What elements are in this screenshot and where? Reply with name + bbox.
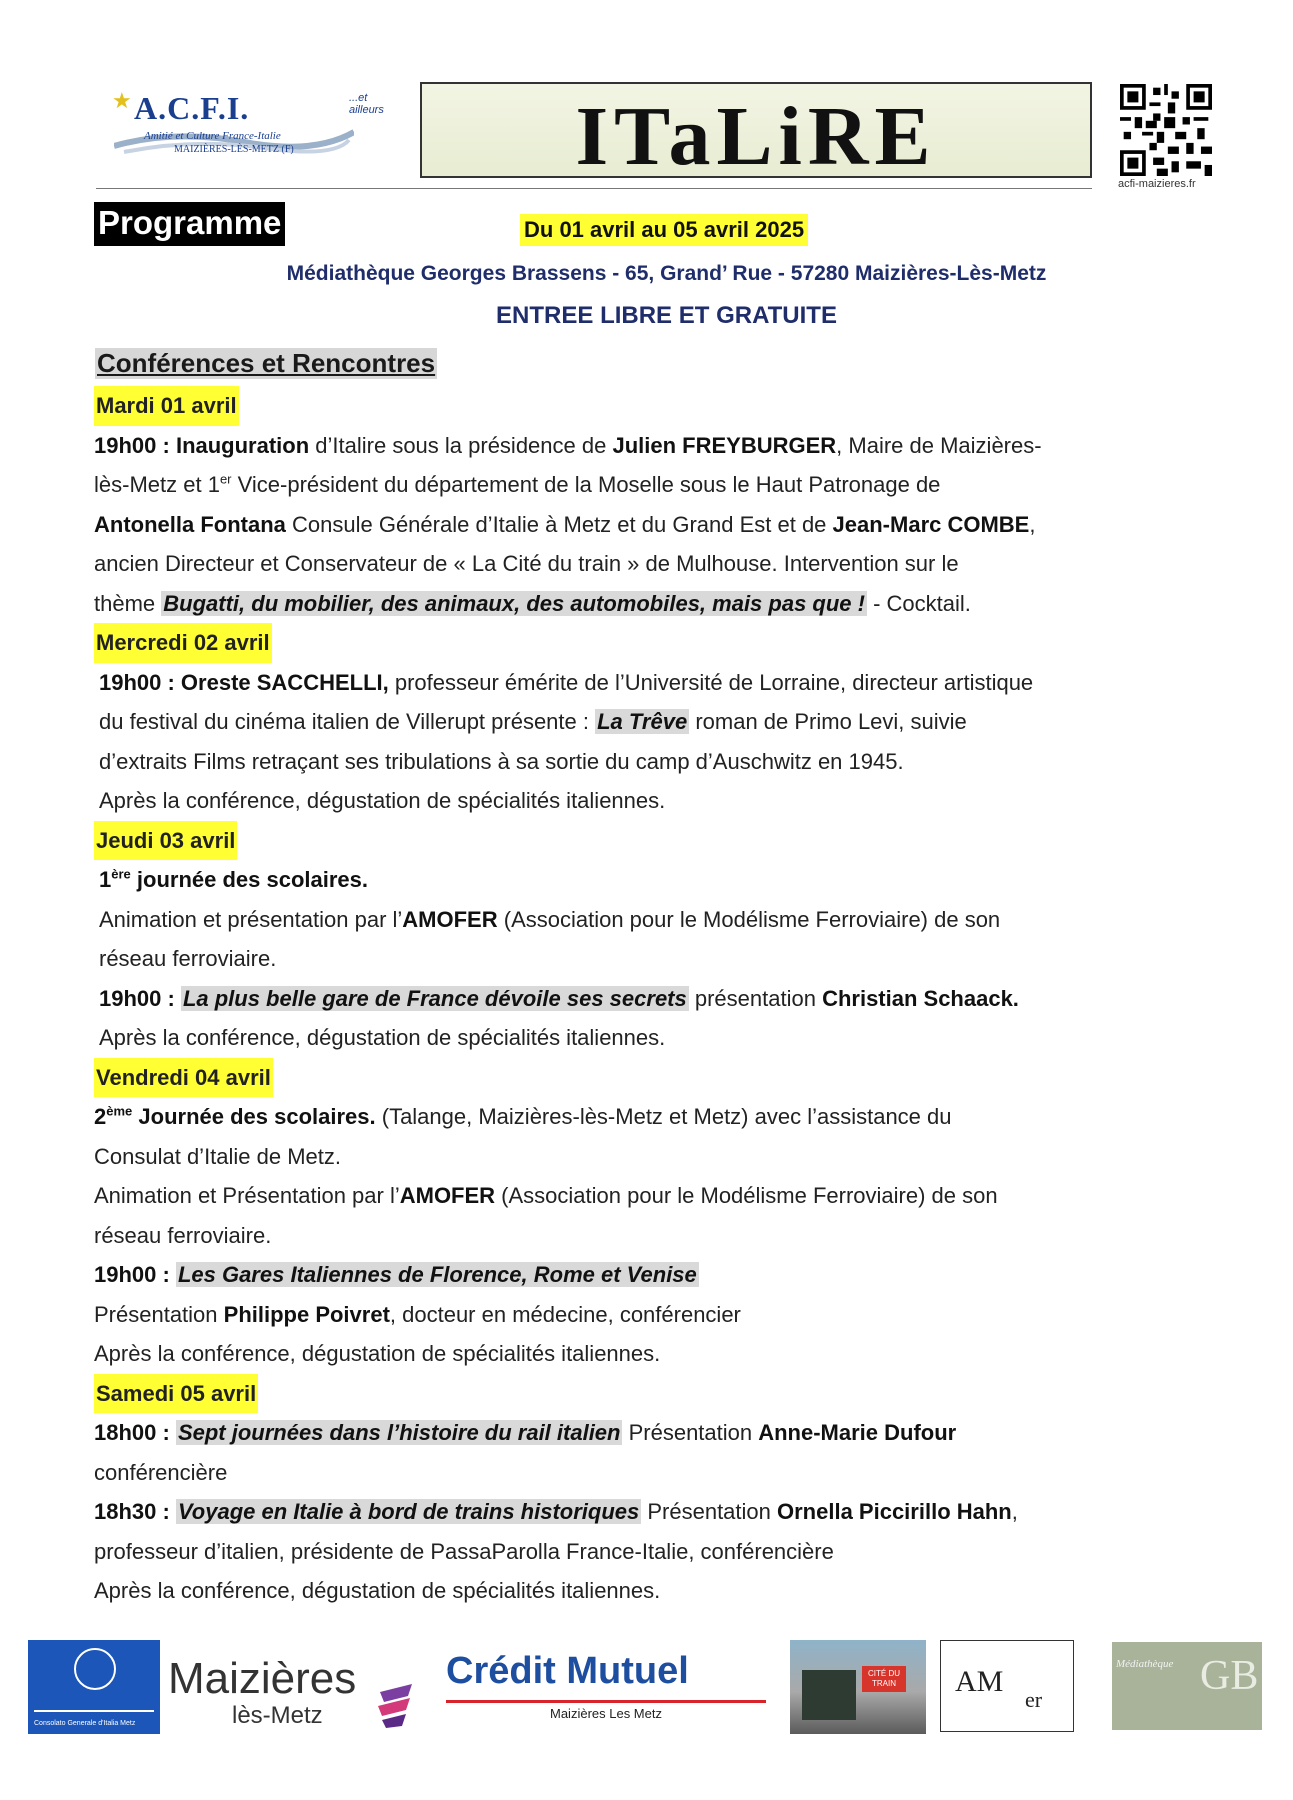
- programme-label: Programme: [94, 202, 285, 246]
- text: (Association pour le Modélisme Ferroviaire) de son: [497, 906, 1001, 932]
- text: Vice-président du département de la Moselle sous le Haut Patronage de: [231, 472, 941, 497]
- event-time: 19h00 : Oreste SACCHELLI,: [99, 669, 389, 695]
- text: réseau ferroviaire.: [99, 946, 277, 971]
- list-item: [90, 426, 1200, 466]
- event-time: 19h00 :: [99, 985, 181, 1011]
- text: thème: [94, 590, 162, 616]
- consolato-logo: [28, 1640, 160, 1734]
- text: lès-Metz et 1: [94, 472, 220, 497]
- org-name: AMOFER: [402, 906, 498, 932]
- header-divider: [96, 188, 1092, 189]
- person-name: Anne-Marie Dufour: [758, 1420, 957, 1445]
- text: Animation et Présentation par l’: [94, 1183, 400, 1208]
- text: 2: [94, 1104, 107, 1129]
- text: , Maire de Maizières-: [836, 432, 1042, 458]
- superscript: ème: [106, 1103, 133, 1119]
- text: ,: [1011, 1499, 1018, 1524]
- talk-title: Bugatti, du mobilier, des animaux, des automobiles, mais pas que !: [163, 590, 865, 616]
- text: Journée des scolaires.: [132, 1104, 376, 1129]
- maizieres-sub: lès-Metz: [232, 1702, 323, 1729]
- text: Présentation: [641, 1499, 777, 1524]
- superscript: er: [219, 471, 232, 487]
- day-label: Mardi 01 avril: [94, 386, 239, 426]
- day-label: Samedi 05 avril: [94, 1374, 258, 1414]
- mediatheque-mark: GB: [1200, 1653, 1259, 1699]
- qr-code-icon[interactable]: [1120, 84, 1212, 176]
- person-name: Antonella Fontana: [94, 511, 286, 537]
- text: (Association pour le Modélisme Ferroviaire) de son: [495, 1183, 998, 1208]
- acfi-logo: [104, 88, 394, 160]
- text: , docteur en médecine, conférencier: [389, 1301, 741, 1327]
- cite-du-train-sign: CITÉ DU TRAIN: [862, 1666, 906, 1692]
- star-icon: ★: [112, 88, 132, 113]
- text: ancien Directeur et Conservateur de « La Cité du train » de Mulhouse. Intervention sur le: [94, 551, 959, 576]
- credit-mutuel-sub: Maizières Les Metz: [550, 1706, 662, 1721]
- talk-title: Sept journées dans l’histoire du rail italien: [177, 1420, 621, 1445]
- event-time: 18h00 :: [94, 1420, 176, 1445]
- acfi-city: MAIZIÈRES-LÈS-METZ (F): [174, 144, 294, 155]
- credit-mutuel-logo: [446, 1650, 766, 1736]
- event-time: 19h00 :: [94, 432, 170, 458]
- acfi-tagline: ...et ailleurs: [349, 92, 384, 116]
- divider: [446, 1700, 766, 1703]
- venue-label: Médiathèque Georges Brassens - 65, Grand’ Rue - 57280 Maizières-Lès-Metz: [286, 262, 1047, 285]
- cite-du-train-photo: [790, 1640, 926, 1734]
- talk-title: La Trêve: [597, 709, 688, 734]
- talk-title: La plus belle gare de France dévoile ses secrets: [182, 985, 687, 1011]
- qr-caption[interactable]: acfi-maizieres.fr: [1118, 178, 1196, 190]
- amofer-mark-end: er: [1025, 1687, 1043, 1712]
- superscript: ère: [111, 866, 131, 882]
- text: (Talange, Maizières-lès-Metz et Metz) avec l’assistance du: [375, 1104, 952, 1129]
- text: présentation: [688, 985, 823, 1011]
- person-name: Philippe Poivret: [223, 1301, 390, 1327]
- event-time: 19h00 :: [94, 1262, 176, 1287]
- person-name: Christian Schaack.: [822, 985, 1019, 1011]
- event-title: Inauguration: [175, 432, 310, 458]
- text: Après la conférence, dégustation de spécialités italiennes.: [99, 788, 666, 813]
- text: 1: [99, 867, 112, 892]
- acfi-title: A.C.F.I.: [134, 90, 250, 126]
- text: professeur d’italien, présidente de PassaParolla France-Italie, conférencière: [94, 1538, 834, 1564]
- talk-title: Voyage en Italie à bord de trains historiques: [177, 1499, 640, 1524]
- mediatheque-text: Médiathèque: [1116, 1658, 1174, 1670]
- maizieres-name: Maizières: [168, 1654, 357, 1703]
- text: Présentation: [622, 1420, 759, 1445]
- text: Consule Générale d’Italie à Metz et du Grand Est et de: [285, 511, 833, 537]
- talk-title: Les Gares Italiennes de Florence, Rome et Venise: [177, 1262, 697, 1287]
- text: réseau ferroviaire.: [94, 1222, 272, 1248]
- text: journée des scolaires.: [130, 867, 369, 892]
- person-name: Jean-Marc COMBE: [832, 511, 1030, 537]
- text: d’extraits Films retraçant ses tribulations à sa sortie du camp d’Auschwitz en 1945.: [99, 748, 904, 774]
- text: - Cocktail.: [866, 590, 971, 616]
- event-time: 18h30 :: [94, 1499, 176, 1524]
- text: Après la conférence, dégustation de spécialités italiennes.: [94, 1341, 661, 1366]
- amofer-logo: [940, 1640, 1074, 1732]
- emblem-icon: [74, 1648, 116, 1690]
- person-name: Julien FREYBURGER: [612, 432, 837, 458]
- text: Après la conférence, dégustation de spécialités italiennes.: [94, 1578, 661, 1603]
- mediatheque-logo: [1112, 1642, 1262, 1730]
- locomotive-icon: [802, 1670, 856, 1720]
- maizieres-emblem-icon: [376, 1678, 416, 1730]
- text: conférencière: [94, 1459, 228, 1485]
- section-heading: Conférences et Rencontres: [97, 348, 436, 378]
- text: Présentation: [94, 1301, 224, 1327]
- amofer-mark: AM: [955, 1665, 1004, 1698]
- entry-label: ENTREE LIBRE ET GRATUITE: [496, 302, 837, 329]
- banner-title: ITaLiRE: [575, 90, 937, 178]
- person-name: Ornella Piccirillo Hahn: [777, 1499, 1012, 1524]
- italire-banner: [420, 82, 1092, 178]
- day-label: Mercredi 02 avril: [94, 623, 272, 663]
- sponsor-logos: [0, 1636, 1293, 1746]
- text: professeur émérite de l’Université de Lorraine, directeur artistique: [388, 669, 1034, 695]
- text: roman de Primo Levi, suivie: [689, 709, 967, 734]
- credit-mutuel-name: Crédit Mutuel: [446, 1650, 689, 1692]
- text: Après la conférence, dégustation de spécialités italiennes.: [99, 1025, 666, 1050]
- day-label: Vendredi 04 avril: [94, 1058, 273, 1098]
- text: Consulat d’Italie de Metz.: [94, 1143, 342, 1169]
- day-label: Jeudi 03 avril: [94, 821, 237, 861]
- text: ,: [1029, 511, 1036, 537]
- text: Animation et présentation par l’: [99, 906, 403, 932]
- text: d’Italire sous la présidence de: [309, 432, 613, 458]
- text: du festival du cinéma italien de Villerupt présente :: [99, 709, 596, 734]
- org-name: AMOFER: [399, 1183, 496, 1208]
- consolato-caption: Consolato Generale d'Italia Metz: [34, 1720, 136, 1727]
- acfi-subtitle: Amitié et Culture France-Italie: [144, 130, 281, 142]
- maizieres-logo: [168, 1654, 428, 1734]
- dates-label: Du 01 avril au 05 avril 2025: [520, 214, 808, 246]
- programme-content: [90, 386, 1200, 1611]
- divider: [34, 1710, 154, 1712]
